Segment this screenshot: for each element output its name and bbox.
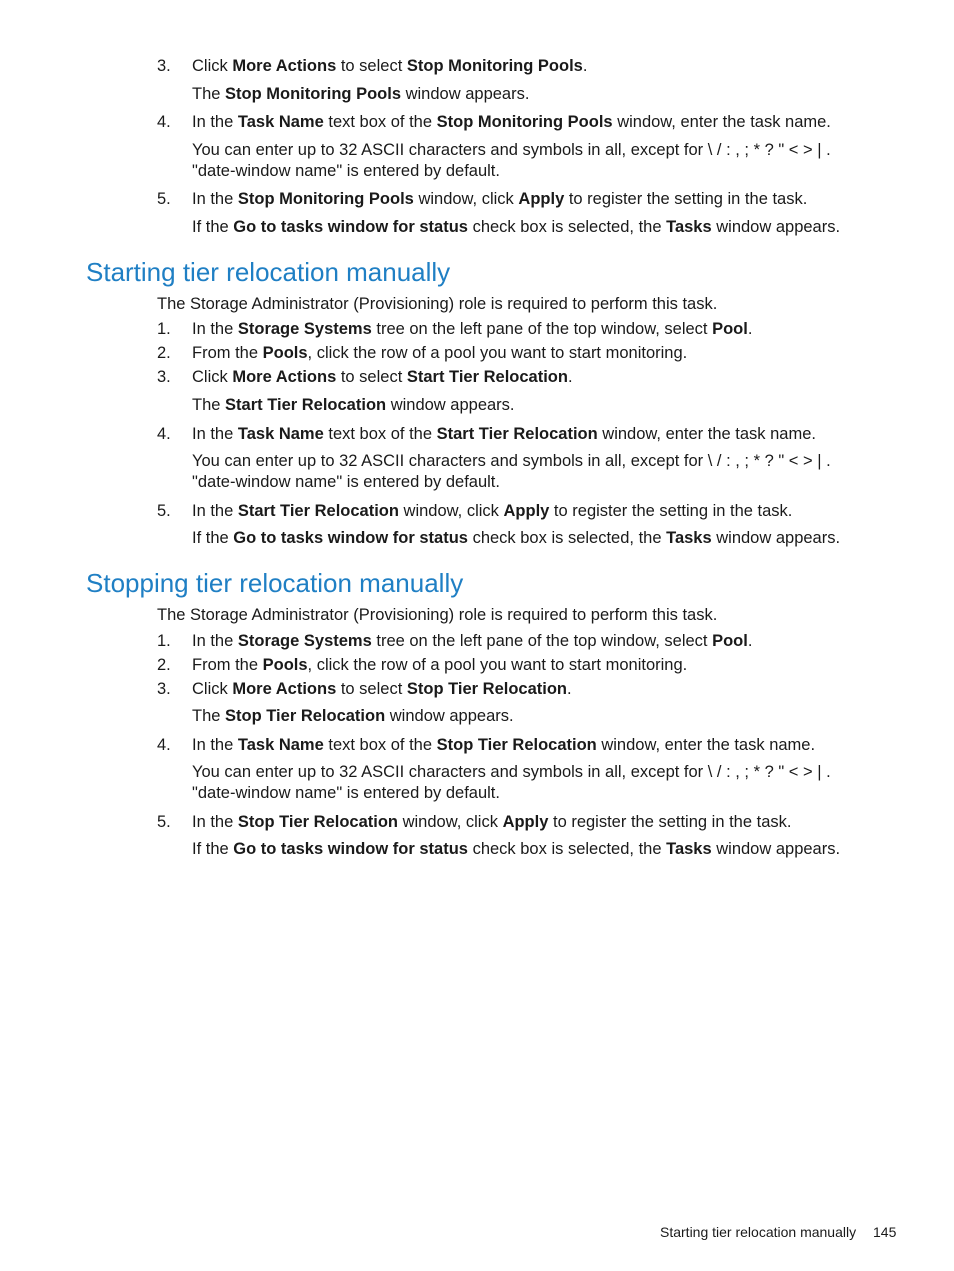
step-number: 4. <box>157 736 171 754</box>
step-text: In the Start Tier Relocation window, click Apply to register the setting in the task. <box>192 502 793 520</box>
step-text: In the Storage Systems tree on the left pane of the top window, select Pool. <box>192 320 753 338</box>
step-number: 3. <box>157 680 171 698</box>
step-text: In the Task Name text box of the Stop Monitoring Pools window, enter the task name. <box>192 113 831 131</box>
step-number: 4. <box>157 113 171 131</box>
step-note: If the Go to tasks window for status check box is selected, the Tasks window appears. <box>192 840 841 858</box>
step-number: 5. <box>157 190 171 208</box>
step-text: From the Pools, click the row of a pool you want to start monitoring. <box>192 656 688 674</box>
step-text: In the Task Name text box of the Start Tier Relocation window, enter the task name. <box>192 425 816 443</box>
step-number: 1. <box>157 632 171 650</box>
section-heading: Starting tier relocation manually <box>86 257 451 287</box>
step-note: The Stop Monitoring Pools window appears. <box>192 85 530 103</box>
section-intro: The Storage Administrator (Provisioning) role is required to perform this task. <box>157 606 718 624</box>
section-intro: The Storage Administrator (Provisioning) role is required to perform this task. <box>157 295 718 313</box>
step-note: The Start Tier Relocation window appears. <box>192 396 515 414</box>
footer-page-number: 145 <box>873 1224 897 1240</box>
step-number: 2. <box>157 344 171 362</box>
step-note: The Stop Tier Relocation window appears. <box>192 707 514 725</box>
step-number: 3. <box>157 57 171 75</box>
step-text: In the Task Name text box of the Stop Tier Relocation window, enter the task name. <box>192 736 816 754</box>
step-note: You can enter up to 32 ASCII characters and symbols in all, except for \ / : , ; * ? " < > | . <box>192 452 831 470</box>
step-text: In the Stop Monitoring Pools window, click Apply to register the setting in the task. <box>192 190 808 208</box>
step-text: Click More Actions to select Stop Monitoring Pools. <box>192 57 588 75</box>
section-heading: Stopping tier relocation manually <box>86 568 464 598</box>
step-text: From the Pools, click the row of a pool you want to start monitoring. <box>192 344 688 362</box>
step-note: If the Go to tasks window for status check box is selected, the Tasks window appears. <box>192 218 841 236</box>
step-note: "date-window name" is entered by default. <box>192 162 500 180</box>
step-number: 1. <box>157 320 171 338</box>
step-text: Click More Actions to select Stop Tier Relocation. <box>192 680 572 698</box>
step-number: 3. <box>157 368 171 386</box>
step-text: In the Storage Systems tree on the left pane of the top window, select Pool. <box>192 632 753 650</box>
step-note: You can enter up to 32 ASCII characters and symbols in all, except for \ / : , ; * ? " < > | . <box>192 763 831 781</box>
step-number: 2. <box>157 656 171 674</box>
step-number: 5. <box>157 502 171 520</box>
step-text: Click More Actions to select Start Tier Relocation. <box>192 368 573 386</box>
step-note: If the Go to tasks window for status check box is selected, the Tasks window appears. <box>192 529 841 547</box>
step-note: "date-window name" is entered by default. <box>192 784 500 802</box>
step-note: "date-window name" is entered by default. <box>192 473 500 491</box>
step-text: In the Stop Tier Relocation window, click Apply to register the setting in the task. <box>192 813 792 831</box>
footer-section-title: Starting tier relocation manually <box>660 1224 857 1240</box>
step-number: 4. <box>157 425 171 443</box>
step-number: 5. <box>157 813 171 831</box>
step-note: You can enter up to 32 ASCII characters and symbols in all, except for \ / : , ; * ? " < > | . <box>192 141 831 159</box>
